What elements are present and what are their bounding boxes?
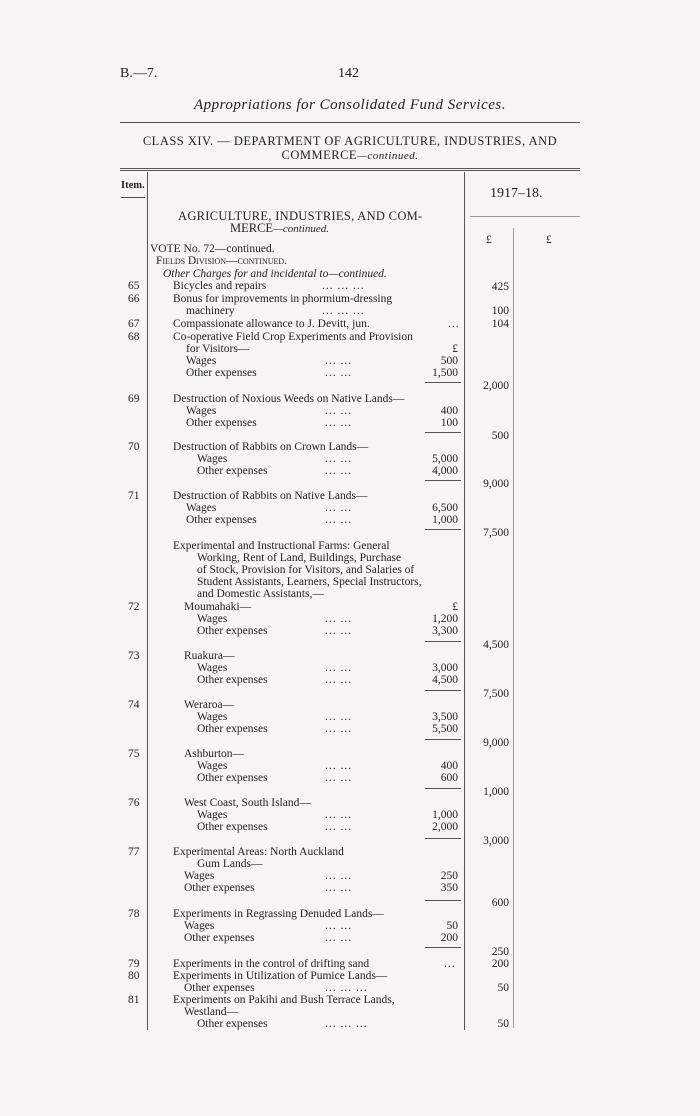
- leader-dots: ... ...: [325, 920, 353, 932]
- row-label: Destruction of Noxious Weeds on Native Lands—: [173, 393, 405, 405]
- sub-amount: 350: [440, 882, 458, 894]
- row-label: Other expenses: [184, 882, 255, 894]
- row-label: Other expenses: [197, 1018, 268, 1030]
- leader-dots: ... ...: [325, 870, 353, 882]
- sub-amount: 5,000: [432, 453, 458, 465]
- table-top-rule-2: [120, 170, 580, 171]
- paragraph-line: Experimental and Instructional Farms: General: [173, 540, 390, 552]
- row-label: Other expenses: [186, 367, 257, 379]
- sub-amount: 1,000: [432, 514, 458, 526]
- leader-dots: ... ...: [325, 405, 353, 417]
- row-label: Wages: [186, 405, 217, 417]
- item-number: 81: [128, 994, 140, 1006]
- sub-amount: 1,200: [432, 613, 458, 625]
- amount: 100: [491, 305, 509, 317]
- sub-amount: 600: [440, 772, 458, 784]
- sub-amount: 1,500: [432, 367, 458, 379]
- section-title-line2: MERCE—continued.: [230, 221, 329, 235]
- leader-dots: ... ...: [325, 465, 353, 477]
- currency-symbol-1: £: [486, 234, 492, 246]
- item-number: 78: [128, 908, 140, 920]
- row-label: Wages: [184, 920, 215, 932]
- leader-dots: ... ...: [325, 662, 353, 674]
- amount-total: 500: [491, 430, 509, 442]
- report-code: B.—7.: [120, 66, 158, 81]
- row-label: Gum Lands—: [197, 858, 263, 870]
- other-charges-heading: Other Charges for and incidental to—continued.: [163, 268, 387, 280]
- item-number: 68: [128, 331, 140, 343]
- vote-heading: VOTE No. 72—continued.: [150, 243, 275, 255]
- row-label: Experiments in Utilization of Pumice Lands—: [173, 970, 388, 982]
- amount-total: 3,000: [483, 835, 509, 847]
- leader-dots: ... ...: [325, 821, 353, 833]
- amount-total: 2,000: [483, 380, 509, 392]
- sub-amount: 5,500: [432, 723, 458, 735]
- paragraph-line: of Stock, Provision for Visitors, and Salaries of: [197, 564, 415, 576]
- row-label: Other expenses: [186, 417, 257, 429]
- row-label: Destruction of Rabbits on Native Lands—: [173, 490, 368, 502]
- row-label: Other expenses: [184, 982, 255, 994]
- page-title: Appropriations for Consolidated Fund Services.: [193, 97, 506, 113]
- row-label: Other expenses: [197, 723, 268, 735]
- leader-dots: ... ...: [325, 514, 353, 526]
- item-header-rule: [121, 197, 145, 198]
- leader-dots: ... ... ...: [322, 280, 365, 292]
- division-heading: Fields Division—continued.: [156, 255, 288, 267]
- row-label: Wages: [186, 502, 217, 514]
- sub-amount: 6,500: [432, 502, 458, 514]
- item-number: 71: [128, 490, 140, 502]
- row-label: Other expenses: [184, 932, 255, 944]
- item-number: 65: [128, 280, 140, 292]
- leader-dots: ... ...: [325, 809, 353, 821]
- row-label: Experiments on Pakihi and Bush Terrace Lands,: [173, 994, 395, 1006]
- item-column-header: Item.: [121, 180, 145, 191]
- leader-dots: ... ...: [325, 453, 353, 465]
- row-label: Bonus for improvements in phormium-dressing: [173, 293, 393, 305]
- row-label: Other expenses: [197, 772, 268, 784]
- leader-dots: ...: [448, 318, 460, 330]
- row-label: Wages: [197, 809, 228, 821]
- amount-total: 250: [491, 946, 509, 958]
- row-label: Experiments in Regrassing Denuded Lands—: [173, 908, 384, 920]
- row-label: Wages: [197, 711, 228, 723]
- amount-subcolumn-divider: [513, 228, 514, 1028]
- item-number: 74: [128, 699, 140, 711]
- year-header-rule: [470, 216, 580, 217]
- row-label: Destruction of Rabbits on Crown Lands—: [173, 441, 369, 453]
- row-label: Ashburton—: [184, 748, 245, 760]
- sub-currency: £: [452, 601, 458, 613]
- sub-amount: 4,500: [432, 674, 458, 686]
- section-title-line1: AGRICULTURE, INDUSTRIES, AND COM-: [178, 209, 423, 223]
- sub-amount: 500: [440, 355, 458, 367]
- row-label: Weraroa—: [184, 699, 235, 711]
- paragraph-line: and Domestic Assistants,—: [197, 588, 324, 600]
- row-label: Compassionate allowance to J. Devitt, jun.: [173, 318, 370, 330]
- leader-dots: ... ... ...: [322, 305, 365, 317]
- row-label: Wages: [197, 760, 228, 772]
- sub-amount: 50: [446, 920, 458, 932]
- sub-amount: 400: [440, 760, 458, 772]
- item-number: 75: [128, 748, 140, 760]
- sub-amount: 400: [440, 405, 458, 417]
- row-label: Experiments in the control of drifting sand: [173, 958, 370, 970]
- row-label: Wages: [184, 870, 215, 882]
- item-number: 76: [128, 797, 140, 809]
- row-label: Moumahaki—: [184, 601, 252, 613]
- leader-dots: ... ...: [325, 674, 353, 686]
- leader-dots: ... ... ...: [325, 1018, 368, 1030]
- leader-dots: ... ...: [325, 772, 353, 784]
- sub-amount: 250: [440, 870, 458, 882]
- item-number: 80: [128, 970, 140, 982]
- class-heading-line2: COMMERCE—continued.: [281, 148, 419, 162]
- paragraph-line: Working, Rent of Land, Buildings, Purchase: [197, 552, 402, 564]
- paragraph-line: Student Assistants, Learners, Special Instructors,: [197, 576, 422, 588]
- leader-dots: ... ...: [325, 417, 353, 429]
- row-label: Ruakura—: [184, 650, 235, 662]
- amount: 200: [491, 958, 509, 970]
- row-label: Bicycles and repairs: [173, 280, 267, 292]
- sub-amount: 100: [440, 417, 458, 429]
- leader-dots: ... ...: [325, 723, 353, 735]
- row-label: Other expenses: [197, 465, 268, 477]
- amount-total: 1,000: [483, 786, 509, 798]
- amount-total: 9,000: [483, 737, 509, 749]
- leader-dots: ... ...: [325, 760, 353, 772]
- leader-dots: ... ...: [325, 882, 353, 894]
- row-label: Wages: [197, 613, 228, 625]
- leader-dots: ... ...: [325, 932, 353, 944]
- item-number: 67: [128, 318, 140, 330]
- row-label: Wages: [197, 453, 228, 465]
- row-label: Other expenses: [197, 674, 268, 686]
- currency-symbol-2: £: [546, 234, 552, 246]
- row-label: Wages: [197, 662, 228, 674]
- sub-amount: 3,300: [432, 625, 458, 637]
- leader-dots: ... ... ...: [325, 982, 368, 994]
- leader-dots: ... ...: [325, 613, 353, 625]
- row-label: Wages: [186, 355, 217, 367]
- leader-dots: ... ...: [325, 711, 353, 723]
- class-heading-line1: CLASS XIV. — DEPARTMENT OF AGRICULTURE, INDUSTRIES, AND: [142, 134, 558, 148]
- leader-dots: ... ...: [325, 367, 353, 379]
- item-number: 72: [128, 601, 140, 613]
- row-label: Other expenses: [197, 821, 268, 833]
- item-number: 66: [128, 293, 140, 305]
- row-label: Co-operative Field Crop Experiments and Provision: [173, 331, 413, 343]
- item-number: 69: [128, 393, 140, 405]
- sub-amount: 1,000: [432, 809, 458, 821]
- title-rule: [120, 122, 580, 123]
- leader-dots: ... ...: [325, 625, 353, 637]
- row-label: Westland—: [184, 1006, 239, 1018]
- amount: 50: [497, 1018, 509, 1030]
- row-label: for Visitors—: [186, 343, 250, 355]
- sub-amount: 4,000: [432, 465, 458, 477]
- amount-total: 4,500: [483, 639, 509, 651]
- item-number: 70: [128, 441, 140, 453]
- amount: 104: [491, 318, 509, 330]
- amount-total: 9,000: [483, 478, 509, 490]
- item-number: 79: [128, 958, 140, 970]
- sub-amount: 2,000: [432, 821, 458, 833]
- amount-total: 600: [491, 897, 509, 909]
- row-label: machinery: [186, 305, 235, 317]
- leader-dots: ...: [444, 958, 456, 970]
- leader-dots: ... ...: [325, 502, 353, 514]
- sub-amount: 3,000: [432, 662, 458, 674]
- leader-dots: ... ...: [325, 355, 353, 367]
- item-number: 77: [128, 846, 140, 858]
- year-header: 1917–18.: [490, 186, 543, 201]
- amount-total: 7,500: [483, 688, 509, 700]
- amount: 425: [491, 281, 509, 293]
- amount-total: 7,500: [483, 527, 509, 539]
- row-label: Other expenses: [186, 514, 257, 526]
- sub-amount: 200: [440, 932, 458, 944]
- row-label: Other expenses: [197, 625, 268, 637]
- amount: 50: [497, 982, 509, 994]
- item-number: 73: [128, 650, 140, 662]
- sub-amount: 3,500: [432, 711, 458, 723]
- row-label: West Coast, South Island—: [184, 797, 311, 809]
- table-top-rule: [120, 168, 580, 169]
- page-number: 142: [338, 66, 359, 81]
- sub-currency: £: [452, 343, 458, 355]
- row-label: Experimental Areas: North Auckland: [173, 846, 344, 858]
- item-column-divider: [147, 172, 148, 1030]
